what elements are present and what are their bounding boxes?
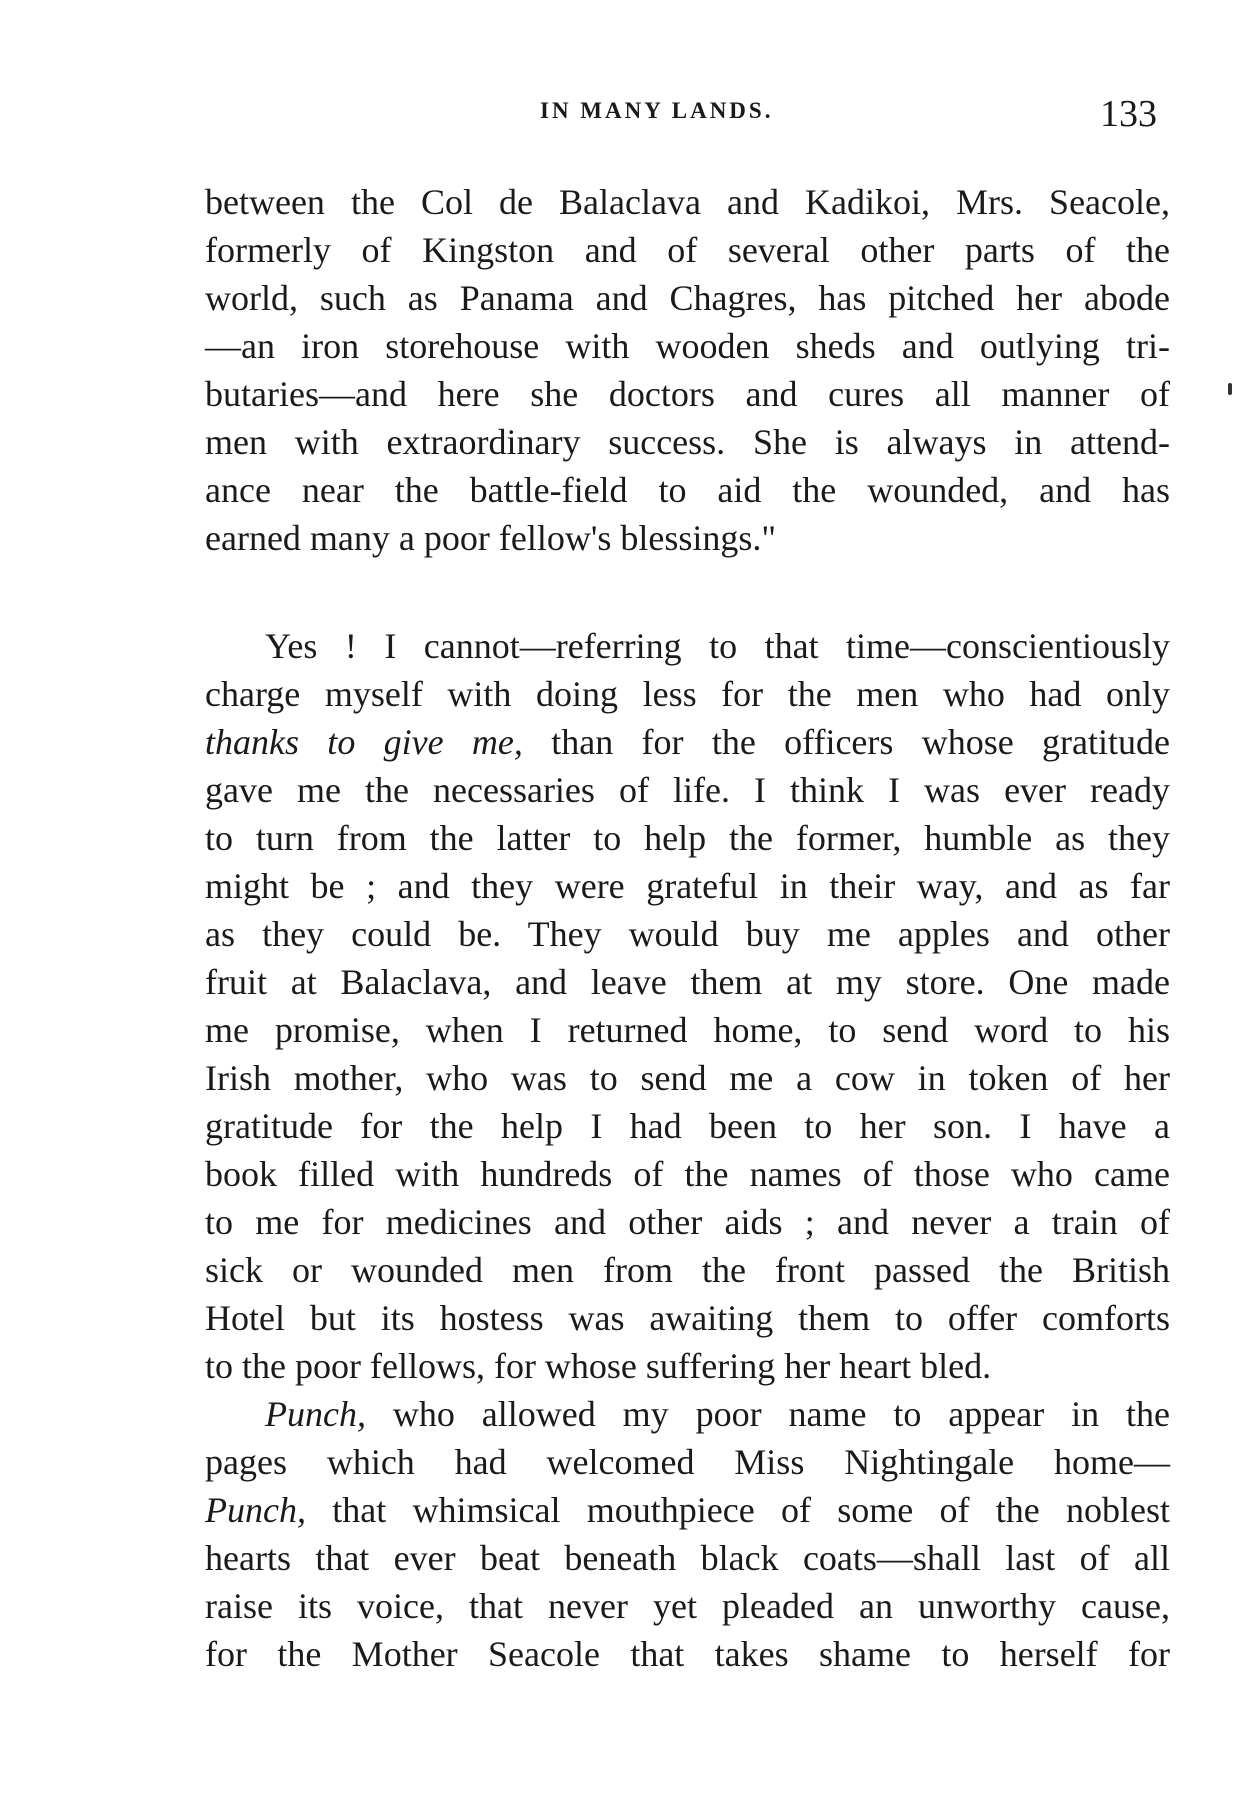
text-line: between the Col de Balaclava and Kadikoi, Mrs. Seacole, — [205, 182, 1170, 222]
text-line: to turn from the latter to help the former, humble as they — [205, 818, 1170, 858]
text-line: to the poor fellows, for whose suffering her heart bled. — [205, 1346, 992, 1386]
text-line: hearts that ever beat beneath black coats—shall last of all — [205, 1538, 1170, 1578]
paragraph-gap — [205, 562, 1170, 622]
text-line: earned many a poor fellow's blessings." — [205, 518, 777, 558]
text-line: Hotel but its hostess was awaiting them to offer comforts — [205, 1298, 1170, 1338]
text-line: formerly of Kingston and of several other parts of the — [205, 230, 1170, 270]
running-head: IN MANY LANDS. — [540, 98, 774, 123]
page-number: 133 — [1100, 93, 1157, 135]
text-line: —an iron storehouse with wooden sheds and outlying tri- — [205, 326, 1170, 366]
text-line: charge myself with doing less for the men who had only — [205, 674, 1170, 714]
text-line: pages which had welcomed Miss Nightingale home— — [205, 1442, 1170, 1482]
italic-title-punch: Punch, — [265, 1394, 366, 1434]
text-line: gratitude for the help I had been to her son. I have a — [205, 1106, 1170, 1146]
text-line: Yes ! I cannot—referring to that time—conscientiously — [265, 626, 1170, 666]
text-line: to me for medicines and other aids ; and never a train of — [205, 1202, 1170, 1242]
italic-phrase: thanks to give me, — [205, 722, 523, 762]
text-line — [205, 1390, 1170, 1438]
paragraph-punch — [205, 1390, 1170, 1678]
text-line: me promise, when I returned home, to send word to his — [205, 1010, 1170, 1050]
text-line: ance near the battle-field to aid the wounded, and has — [205, 470, 1170, 510]
text-line: fruit at Balaclava, and leave them at my store. One made — [205, 962, 1170, 1002]
text-span: who allowed my poor name to appear in the — [365, 1394, 1170, 1434]
paragraph-yes — [205, 622, 1170, 1390]
text-line: sick or wounded men from the front passed the British — [205, 1250, 1170, 1290]
text-line — [205, 1486, 1170, 1534]
paragraph-quotation-end — [205, 178, 1170, 562]
text-line: Irish mother, who was to send me a cow in token of her — [205, 1058, 1170, 1098]
text-line: gave me the necessaries of life. I think I was ever ready — [205, 770, 1170, 810]
text-span: than for the officers whose gratitude — [522, 722, 1170, 762]
text-line: as they could be. They would buy me apples and other — [205, 914, 1170, 954]
text-line: butaries—and here she doctors and cures all manner of — [205, 374, 1170, 414]
text-line: might be ; and they were grateful in their way, and as far — [205, 866, 1170, 906]
body-text — [205, 178, 1170, 1678]
text-line: world, such as Panama and Chagres, has pitched her abode — [205, 278, 1170, 318]
margin-speck — [1228, 383, 1232, 395]
italic-title-punch: Punch, — [205, 1490, 306, 1530]
text-line: raise its voice, that never yet pleaded an unworthy cause, — [205, 1586, 1170, 1626]
text-line: men with extraordinary success. She is always in attend- — [205, 422, 1170, 462]
text-line: book filled with hundreds of the names of those who came — [205, 1154, 1170, 1194]
text-span: that whimsical mouthpiece of some of the noblest — [305, 1490, 1170, 1530]
text-line — [205, 718, 1170, 766]
text-line: for the Mother Seacole that takes shame to herself for — [205, 1634, 1170, 1674]
